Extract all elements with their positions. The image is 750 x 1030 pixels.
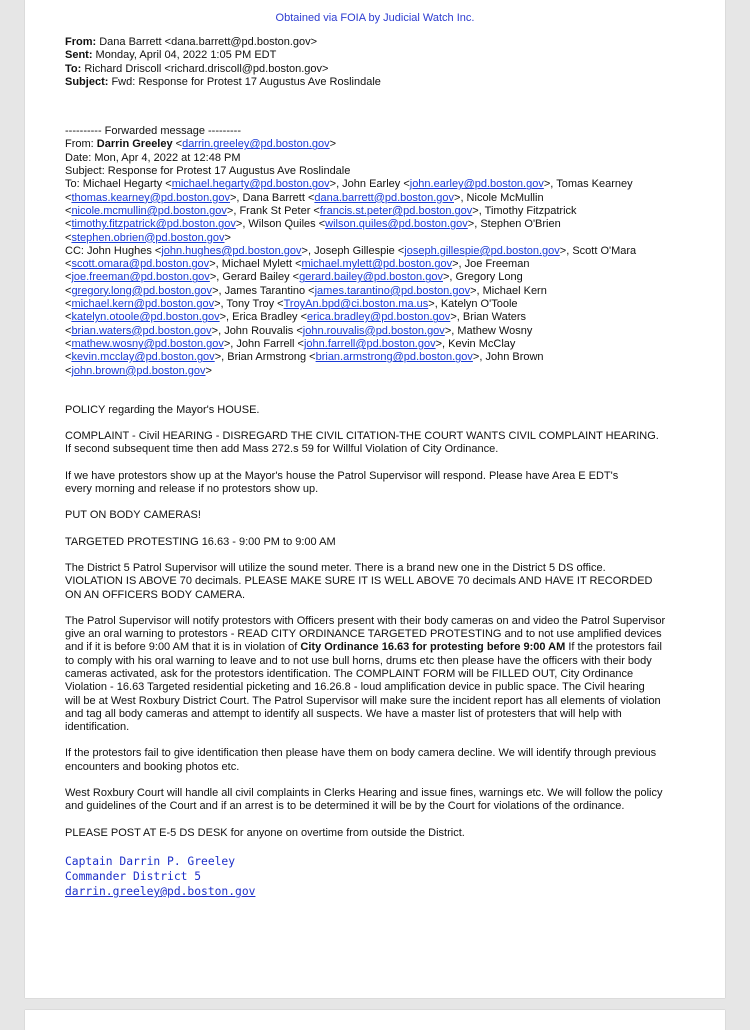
recipient-line[interactable]: To: Michael Hegarty <michael.hegarty@pd.boston.gov>, John Earley <john.earley@pd.boston.gov>, Tomas Kearney <box>65 178 633 191</box>
signature-email-link[interactable]: darrin.greeley@pd.boston.gov <box>65 884 256 898</box>
recipient-email-link[interactable]: john.rouvalis@pd.boston.gov <box>302 324 445 337</box>
targeted-protesting-line: TARGETED PROTESTING 16.63 - 9:00 PM to 9:00 AM <box>65 535 336 548</box>
recipient-email-link[interactable]: stephen.obrien@pd.boston.gov <box>71 231 225 244</box>
header-from: From: Dana Barrett <dana.barrett@pd.boston.gov> <box>65 36 318 48</box>
next-page-edge <box>25 1010 725 1030</box>
recipient-email-link[interactable]: john.brown@pd.boston.gov <box>71 364 206 377</box>
recipient-email-link[interactable]: thomas.kearney@pd.boston.gov <box>71 191 230 204</box>
cc-line[interactable]: <mathew.wosny@pd.boston.gov>, John Farrell <john.farrell@pd.boston.gov>, Kevin McClay <box>65 337 516 350</box>
recipient-email-link[interactable]: michael.mylett@pd.boston.gov <box>301 258 453 271</box>
recipient-email-link[interactable]: brian.waters@pd.boston.gov <box>71 324 212 337</box>
recipient-email-link[interactable]: katelyn.otoole@pd.boston.gov <box>71 311 220 324</box>
forwarded-block <box>65 125 705 378</box>
identification-paragraph: If the protestors fail to give identification then please have them on body camera decline. We will identify through previous encounters and booking photos etc. <box>65 747 657 773</box>
email-header <box>65 36 705 89</box>
document-page <box>25 0 725 998</box>
recipient-email-link[interactable]: john.earley@pd.boston.gov <box>409 178 544 191</box>
protestors-paragraph: If we have protestors show up at the Mayor's house the Patrol Supervisor will respond. Please have Area E EDT's every morning and release if no protestors show up. <box>65 469 619 496</box>
recipient-email-link[interactable]: michael.hegarty@pd.boston.gov <box>171 178 330 191</box>
recipient-email-link[interactable]: nicole.mcmullin@pd.boston.gov <box>71 204 227 217</box>
cc-line[interactable]: <kevin.mcclay@pd.boston.gov>, Brian Armstrong <brian.armstrong@pd.boston.gov>, John Brown <box>65 351 544 364</box>
cc-line[interactable]: <john.brown@pd.boston.gov> <box>65 364 212 377</box>
cc-line[interactable]: <brian.waters@pd.boston.gov>, John Rouvalis <john.rouvalis@pd.boston.gov>, Mathew Wosny <box>65 324 533 337</box>
procedure-paragraph: The Patrol Supervisor will notify protestors with Officers present with their body cameras on and video the Patrol Supervisor give an oral warning to protestors - READ CITY ORDINANCE TARGETED PROTESTING and to not use amplified devices and if it is before 9:00 AM that it is in violation of City Ordinance 16.63 for protesting before 9:00 AM If the protestors fail to comply with his oral warning to leave and to not use bull horns, drums etc then please have the officers with their body cameras activated, ask for the protestors identification. The COMPLAINT FORM will be FILLED OUT, City Ordinance Violation - 16.63 Targeted residential picketing and 16.26.8 - loud amplification device in public space. The Civil hearing will be at West Roxbury District Court. The Patrol Supervisor will make sure the incident report has all elements of violation and tag all body cameras and attempt to identify all suspects. We have a master list of protesters that will help with identification. <box>65 614 666 734</box>
foia-banner: Obtained via FOIA by Judicial Watch Inc. <box>275 12 475 24</box>
policy-heading: POLICY regarding the Mayor's HOUSE. <box>65 403 260 416</box>
recipient-email-link[interactable]: gregory.long@pd.boston.gov <box>71 284 213 297</box>
recipient-email-link[interactable]: james.tarantino@pd.boston.gov <box>314 284 471 297</box>
header-sent: Sent: Monday, April 04, 2022 1:05 PM EDT <box>65 49 277 62</box>
recipient-email-link[interactable]: john.farrell@pd.boston.gov <box>303 337 436 350</box>
to-recipients <box>65 178 705 244</box>
cc-line[interactable]: <katelyn.otoole@pd.boston.gov>, Erica Bradley <erica.bradley@pd.boston.gov>, Brian Waters <box>65 311 527 324</box>
forwarded-divider: ---------- Forwarded message --------- <box>65 125 241 138</box>
complaint-paragraph: COMPLAINT - Civil HEARING - DISREGARD THE CIVIL CITATION-THE COURT WANTS CIVIL COMPLAINT HEARING. If second subsequent time then add Mass 272.s 59 for Willful Violation of City Ordinance. <box>65 430 659 456</box>
recipient-line[interactable]: <nicole.mcmullin@pd.boston.gov>, Frank St Peter <francis.st.peter@pd.boston.gov>, Timothy Fitzpatrick <box>65 204 577 217</box>
recipient-email-link[interactable]: gerard.bailey@pd.boston.gov <box>299 271 443 284</box>
email-body <box>65 404 705 840</box>
cc-line[interactable]: <gregory.long@pd.boston.gov>, James Tarantino <james.tarantino@pd.boston.gov>, Michael Kern <box>65 284 547 297</box>
ordinance-bold: City Ordinance 16.63 for protesting before 9:00 AM <box>300 641 566 654</box>
cc-line[interactable]: <joe.freeman@pd.boston.gov>, Gerard Bailey <gerard.bailey@pd.boston.gov>, Gregory Long <box>65 271 523 284</box>
sender-email-link[interactable]: darrin.greeley@pd.boston.gov <box>182 138 330 151</box>
signature <box>65 854 705 899</box>
recipient-email-link[interactable]: michael.kern@pd.boston.gov <box>71 298 215 311</box>
forwarded-from: From: Darrin Greeley <darrin.greeley@pd.boston.gov> <box>65 138 337 151</box>
recipient-email-link[interactable]: timothy.fitzpatrick@pd.boston.gov <box>71 218 236 231</box>
cc-line[interactable]: <scott.omara@pd.boston.gov>, Michael Mylett <michael.mylett@pd.boston.gov>, Joe Freeman <box>65 258 530 271</box>
body-cameras-line: PUT ON BODY CAMERAS! <box>65 509 201 522</box>
signature-title: Commander District 5 <box>65 869 202 883</box>
recipient-email-link[interactable]: john.hughes@pd.boston.gov <box>161 244 302 257</box>
recipient-email-link[interactable]: TroyAn.bpd@ci.boston.ma.us <box>283 298 429 311</box>
recipient-line[interactable]: <timothy.fitzpatrick@pd.boston.gov>, Wilson Quiles <wilson.quiles@pd.boston.gov>, Stephen O'Brien <box>65 218 561 231</box>
forwarded-date: Date: Mon, Apr 4, 2022 at 12:48 PM <box>65 151 241 164</box>
recipient-email-link[interactable]: joseph.gillespie@pd.boston.gov <box>404 244 560 257</box>
signature-name: Captain Darrin P. Greeley <box>65 854 236 868</box>
recipient-email-link[interactable]: brian.armstrong@pd.boston.gov <box>315 351 473 364</box>
recipient-email-link[interactable]: erica.bradley@pd.boston.gov <box>307 311 451 324</box>
recipient-email-link[interactable]: joe.freeman@pd.boston.gov <box>71 271 210 284</box>
recipient-email-link[interactable]: dana.barrett@pd.boston.gov <box>314 191 454 204</box>
recipient-line[interactable]: <stephen.obrien@pd.boston.gov> <box>65 231 231 244</box>
cc-line[interactable]: CC: John Hughes <john.hughes@pd.boston.gov>, Joseph Gillespie <joseph.gillespie@pd.boston.gov>, Scott O'Mara <box>65 244 637 257</box>
recipient-email-link[interactable]: scott.omara@pd.boston.gov <box>71 258 210 271</box>
forwarded-subject: Subject: Response for Protest 17 Augustus Ave Roslindale <box>65 165 351 178</box>
recipient-email-link[interactable]: mathew.wosny@pd.boston.gov <box>71 337 224 350</box>
recipient-email-link[interactable]: francis.st.peter@pd.boston.gov <box>319 204 473 217</box>
cc-line[interactable]: <michael.kern@pd.boston.gov>, Tony Troy <TroyAn.bpd@ci.boston.ma.us>, Katelyn O'Toole <box>65 298 518 311</box>
recipient-line[interactable]: <thomas.kearney@pd.boston.gov>, Dana Barrett <dana.barrett@pd.boston.gov>, Nicole McMullin <box>65 191 544 204</box>
post-notice: PLEASE POST AT E-5 DS DESK for anyone on overtime from outside the District. <box>65 826 465 839</box>
cc-recipients <box>65 245 705 378</box>
header-to: To: Richard Driscoll <richard.driscoll@pd.boston.gov> <box>65 62 329 75</box>
email-content <box>65 36 705 899</box>
recipient-email-link[interactable]: wilson.quiles@pd.boston.gov <box>325 218 468 231</box>
recipient-email-link[interactable]: kevin.mcclay@pd.boston.gov <box>71 351 215 364</box>
header-subject: Subject: Fwd: Response for Protest 17 Augustus Ave Roslindale <box>65 75 381 88</box>
sound-meter-paragraph: The District 5 Patrol Supervisor will utilize the sound meter. There is a brand new one in the District 5 DS office. VIOLATION IS ABOVE 70 decimals. PLEASE MAKE SURE IT IS WELL ABOVE 70 decimals AND HAVE IT RECORDED ON AN OFFICERS BODY CAMERA. <box>65 561 653 601</box>
court-paragraph: West Roxbury Court will handle all civil complaints in Clerks Hearing and issue fines, warnings etc. We will follow the policy and guidelines of the Court and if an arrest is to be determined it will be by the Court for violations of the ordinance. <box>65 787 663 813</box>
